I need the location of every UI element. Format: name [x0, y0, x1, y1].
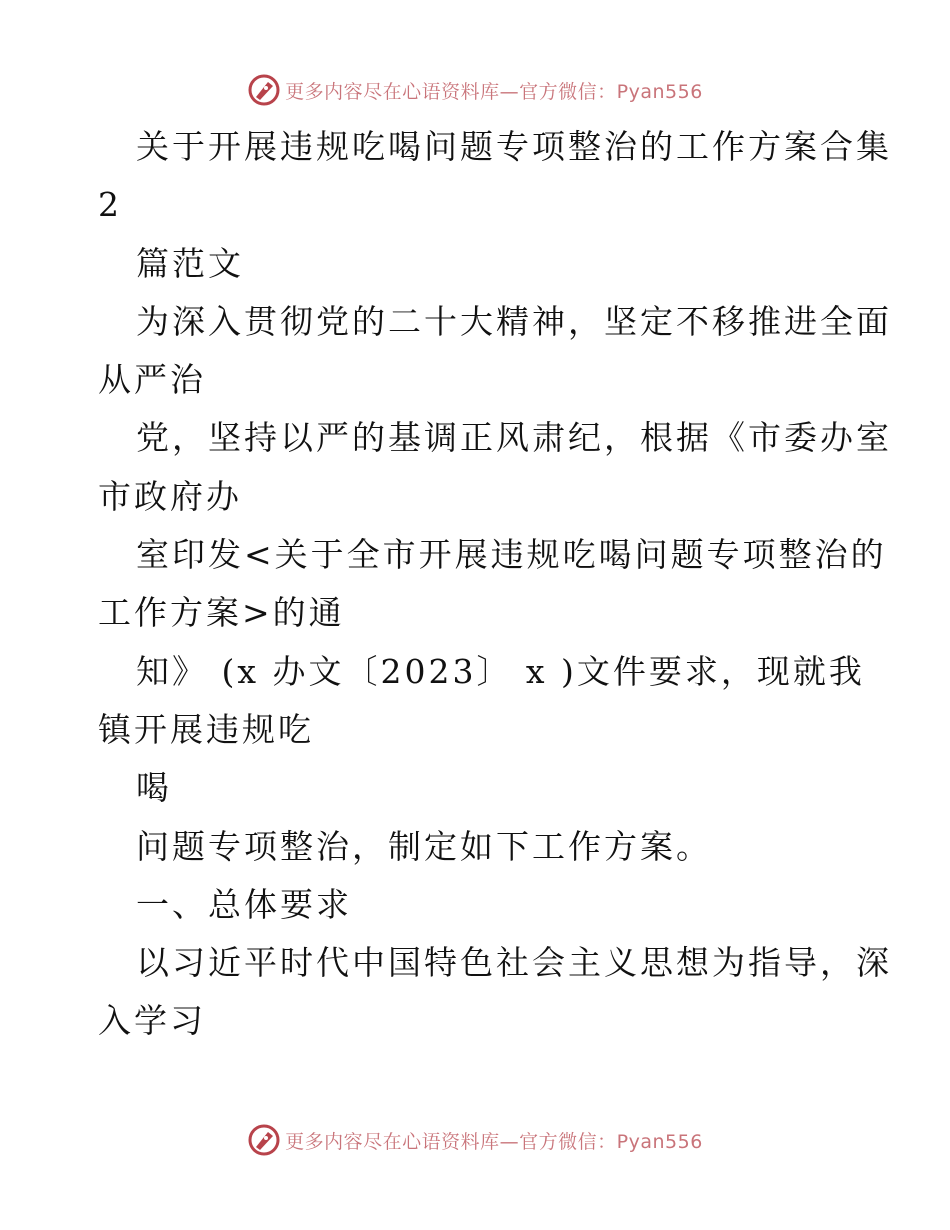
- text-line: 市政府办: [98, 476, 242, 516]
- text-line: 为深入贯彻党的二十大精神，坚定不移推进全面: [136, 301, 892, 341]
- text-line: 喝: [136, 768, 172, 808]
- text-line: 一、总体要求: [136, 884, 352, 924]
- text-line: 入学习: [98, 1001, 206, 1041]
- text-line: 工作方案>的通: [98, 593, 345, 633]
- pen-nib-logo-icon: [247, 73, 281, 107]
- footer-watermark-text: 更多内容尽在心语资料库—官方微信：Pyan556: [285, 1130, 703, 1153]
- text-line: 问题专项整治，制定如下工作方案。: [136, 826, 712, 866]
- footer-watermark: [0, 1120, 950, 1160]
- text-line: 室印发<关于全市开展违规吃喝问题专项整治的: [136, 535, 887, 575]
- text-line: 篇范文: [136, 243, 244, 283]
- text-line: 2: [98, 185, 122, 225]
- document-body: [98, 118, 892, 1051]
- pen-nib-logo-icon: [247, 1123, 281, 1157]
- text-line: 知》 (x 办文〔2023〕 x )文件要求，现就我: [136, 651, 865, 691]
- text-line: 从严治: [98, 360, 206, 400]
- text-line: 以习近平时代中国特色社会主义思想为指导，深: [136, 943, 892, 983]
- text-line: 党，坚持以严的基调正风肃纪，根据《市委办室: [136, 418, 892, 458]
- text-line: 关于开展违规吃喝问题专项整治的工作方案合集: [136, 127, 892, 166]
- header-watermark: [0, 70, 950, 110]
- header-watermark-text: 更多内容尽在心语资料库—官方微信：Pyan556: [285, 80, 703, 103]
- text-line: 镇开展违规吃: [98, 709, 314, 749]
